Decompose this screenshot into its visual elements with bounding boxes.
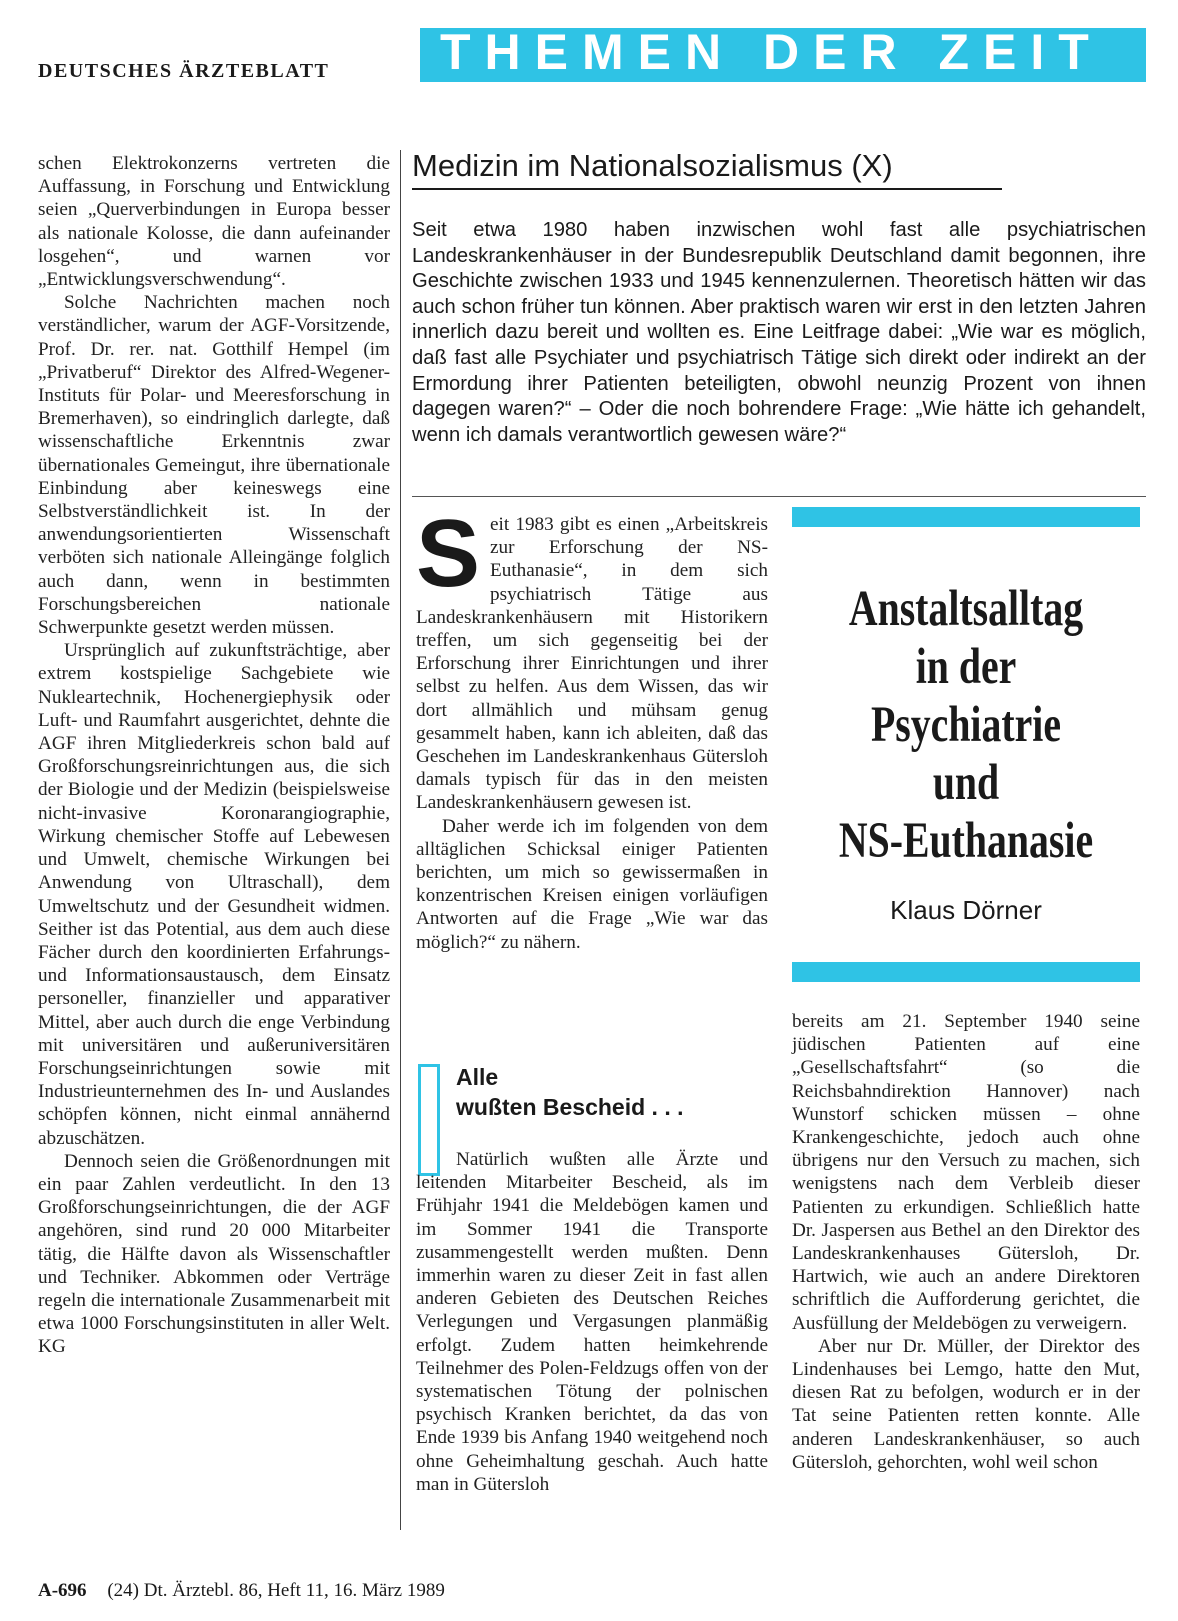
intro-paragraph: Daher werde ich im folgenden von dem alltäglichen Schicksal einiger Patienten berichten, um mich so gewissermaßen in konzentrischen Kreisen einigen vorläufigen Antworten auf die Frage „Wie war das möglich?“ zu nähern. (416, 815, 768, 953)
article-lead: Seit etwa 1980 haben inzwischen wohl fast alle psychiatrischen Landeskrankenhäuser in der Bundesrepublik Deutschland damit begonnen, ihre Geschichte zwischen 1933 und 1945 kennenzulernen. Theoretisch hätten wir das auch schon früher tun können. Aber praktisch waren wir erst in den letzten Jahren innerlich dazu bereit und wollten es. Eine Leitfrage dabei: „Wie war es möglich, daß fast alle Psychiater und psychiatrisch Tätige sich direkt oder indirekt an der Ermordung ihrer Patienten beteiligten, obwohl neunzig Prozent von ihnen dagegen waren?“ – Oder die noch bohrendere Frage: „Wie hätte ich gehandelt, wenn ich damals verantwortlich gewesen wäre?“ (412, 219, 1146, 446)
lead-divider (412, 496, 1146, 497)
title-bottom-bar (792, 962, 1140, 982)
title-line: in der (915, 639, 1017, 695)
drop-cap: S (416, 500, 481, 607)
section-paragraph: Natürlich wußten alle Ärzte und leitenden Mitarbeiter Bescheid, als im Frühjahr 1941 die Meldebögen kamen und im Sommer 1941 die Transporte zusammengestellt werden mußten. Denn immerhin waren zu dieser Zeit in fast allen anderen Gebieten des Deutschen Reiches Verlegungen und Vergasungen planmäßig erfolgt. Zudem hatten heimkehrende Teilnehmer des Polen-Feldzugs offen von der systematischen Tötung der polnischen psychisch Kranken berichtet, da das von Ende 1939 bis Anfang 1940 weitgehend noch ohne Geheimhaltung geschah. Auch hatte man in Gütersloh (416, 1149, 768, 1495)
title-top-bar (792, 507, 1140, 527)
article-title (830, 580, 1101, 870)
page-number: A-696 (38, 1580, 87, 1601)
column-divider (400, 150, 401, 1530)
section-banner-label: THEMEN DER ZEIT (440, 24, 1103, 80)
left-paragraph: Dennoch seien die Größenordnungen mit ein paar Zahlen verdeutlicht. In den 13 Großforschungseinrichtungen, die der AGF angehören, sind rund 20 000 Mitarbeiter tätig, die Hälfte davon als Wissenschaftler und Techniker. Abkommen oder Verträge regeln die internationale Zusammenarbeit mit etwa 1000 Forschungsinstituten in aller Welt. KG (38, 1150, 390, 1358)
citation: (24) Dt. Ärztebl. 86, Heft 11, 16. März 1989 (107, 1580, 445, 1601)
right-column (792, 1010, 1140, 1474)
left-paragraph: Ursprünglich auf zukunftsträchtige, aber extrem kostspielige Sachgebiete wie Nukleartechnik, Hochenergiephysik oder Luft- und Raumfahrt ausgerichtet, dehnte die AGF ihren Mitgliederkreis schon bald auf Großforschungsreinrichtungen aus, die sich der Biologie und der Medizin (beispielsweise nicht-invasive Koronarangiographie, Wirkung chemischer Stoffe auf Lebewesen und Umwelt, chemische Wirkungen bei Anwendung von Ultraschall), dem Umweltschutz und der Gesundheit widmen. Seither ist das Potential, aus dem auch diese Fächer durch den koordinierten Erfahrungs- und Informationsaustausch, dem Einsatz personeller, finanzieller und apparativer Mittel, aber auch durch die enge Verbindung mit universitären und außeruniversitären Forschungseinrichtungen sowie mit Industrieunternehmen des In- und Auslandes schöpfen können, nicht einmal annähernd abzuschätzen. (38, 640, 390, 1149)
section-body (416, 1148, 768, 1496)
title-line: Anstaltsalltag (848, 581, 1084, 637)
title-line: Psychiatrie (870, 697, 1062, 753)
subheading-line: Alle (456, 1064, 499, 1090)
left-paragraph: schen Elektrokonzerns vertreten die Auffassung, in Forschung und Entwicklung seien „Querverbindungen in Europa besser als nationale Kolosse, die dann aufeinander losgehen“, und warnen vor „Entwicklungsverschwendung“. (38, 153, 390, 291)
title-line: und (932, 755, 1000, 811)
page-footer (38, 1580, 445, 1602)
journal-name: DEUTSCHES ÄRZTEBLATT (38, 60, 330, 82)
left-paragraph: Solche Nachrichten machen noch verständlicher, warum der AGF-Vorsitzende, Prof. Dr. rer. nat. Gotthilf Hempel (im „Privatberuf“ Direktor des Alfred-Wegener-Instituts für Polar- und Meeresforschung in Bremerhaven), so eindringlich darlegte, daß wissenschaftliche Erkenntnis zwar übernationales Gemeingut, ihre übernationale Einbindung aber keineswegs eine Selbstverständlichkeit ist. In der anwendungsorientierten Wissenschaft verböten sich nationale Alleingänge folglich auch dann, wenn in bestimmten Forschungsbereichen nationale Schwerpunkte gesetzt werden müssen. (38, 292, 390, 639)
series-title-underline (412, 188, 1002, 190)
section-subheading (456, 1062, 683, 1122)
right-paragraph: Aber nur Dr. Müller, der Direktor des Lindenhauses bei Lemgo, hatte den Mut, diesen Rat zu befolgen, wodurch er in der Tat seine Patienten retten konnte. Alle anderen Landeskrankenhäuser, so auch Gütersloh, gehorchten, wohl weil schon (792, 1335, 1140, 1473)
intro-paragraph: eit 1983 gibt es einen „Arbeitskreis zur Erforschung der NS-Euthanasie“, in dem sich psychiatrisch Tätige aus Landeskrankenhäusern mit Historikern treffen, um sich gegenseitig bei der Erforschung ihrer Einrichtungen und ihrer selbst zu helfen. Aus dem Wissen, das wir dort allmählich und mühsam genug gesammelt haben, kann ich ableiten, daß das Geschehen im Landeskrankenhaus Gütersloh damals typisch für das in den meisten Landeskrankenhäusern gewesen ist. (416, 514, 768, 814)
left-column (38, 152, 390, 1359)
article-intro (416, 500, 768, 954)
title-line: NS-Euthanasie (838, 813, 1094, 869)
series-title: Medizin im Nationalsozialismus (X) (412, 148, 893, 183)
article-author: Klaus Dörner (890, 895, 1042, 925)
subheading-line: wußten Bescheid . . . (456, 1094, 684, 1120)
right-paragraph: bereits am 21. September 1940 seine jüdischen Patienten auf eine „Gesellschaftsfahrt“ (so die Reichsbahndirektion Hannover) nach Wunstorf schicken müssen – ohne Krankengeschichte, jedoch auch ohne übrigens nur den Versuch zu machen, sich wenigstens nach dem Verbleib dieser Patienten zu erkundigen. Schließlich hatte Dr. Jaspersen aus Bethel an den Direktor des Landeskrankenhauses Gütersloh, Dr. Hartwich, wie auch an andere Direktoren schriftlich die Aufforderung gerichtet, die Ausfüllung der Meldebögen zu verweigern. (792, 1011, 1140, 1334)
